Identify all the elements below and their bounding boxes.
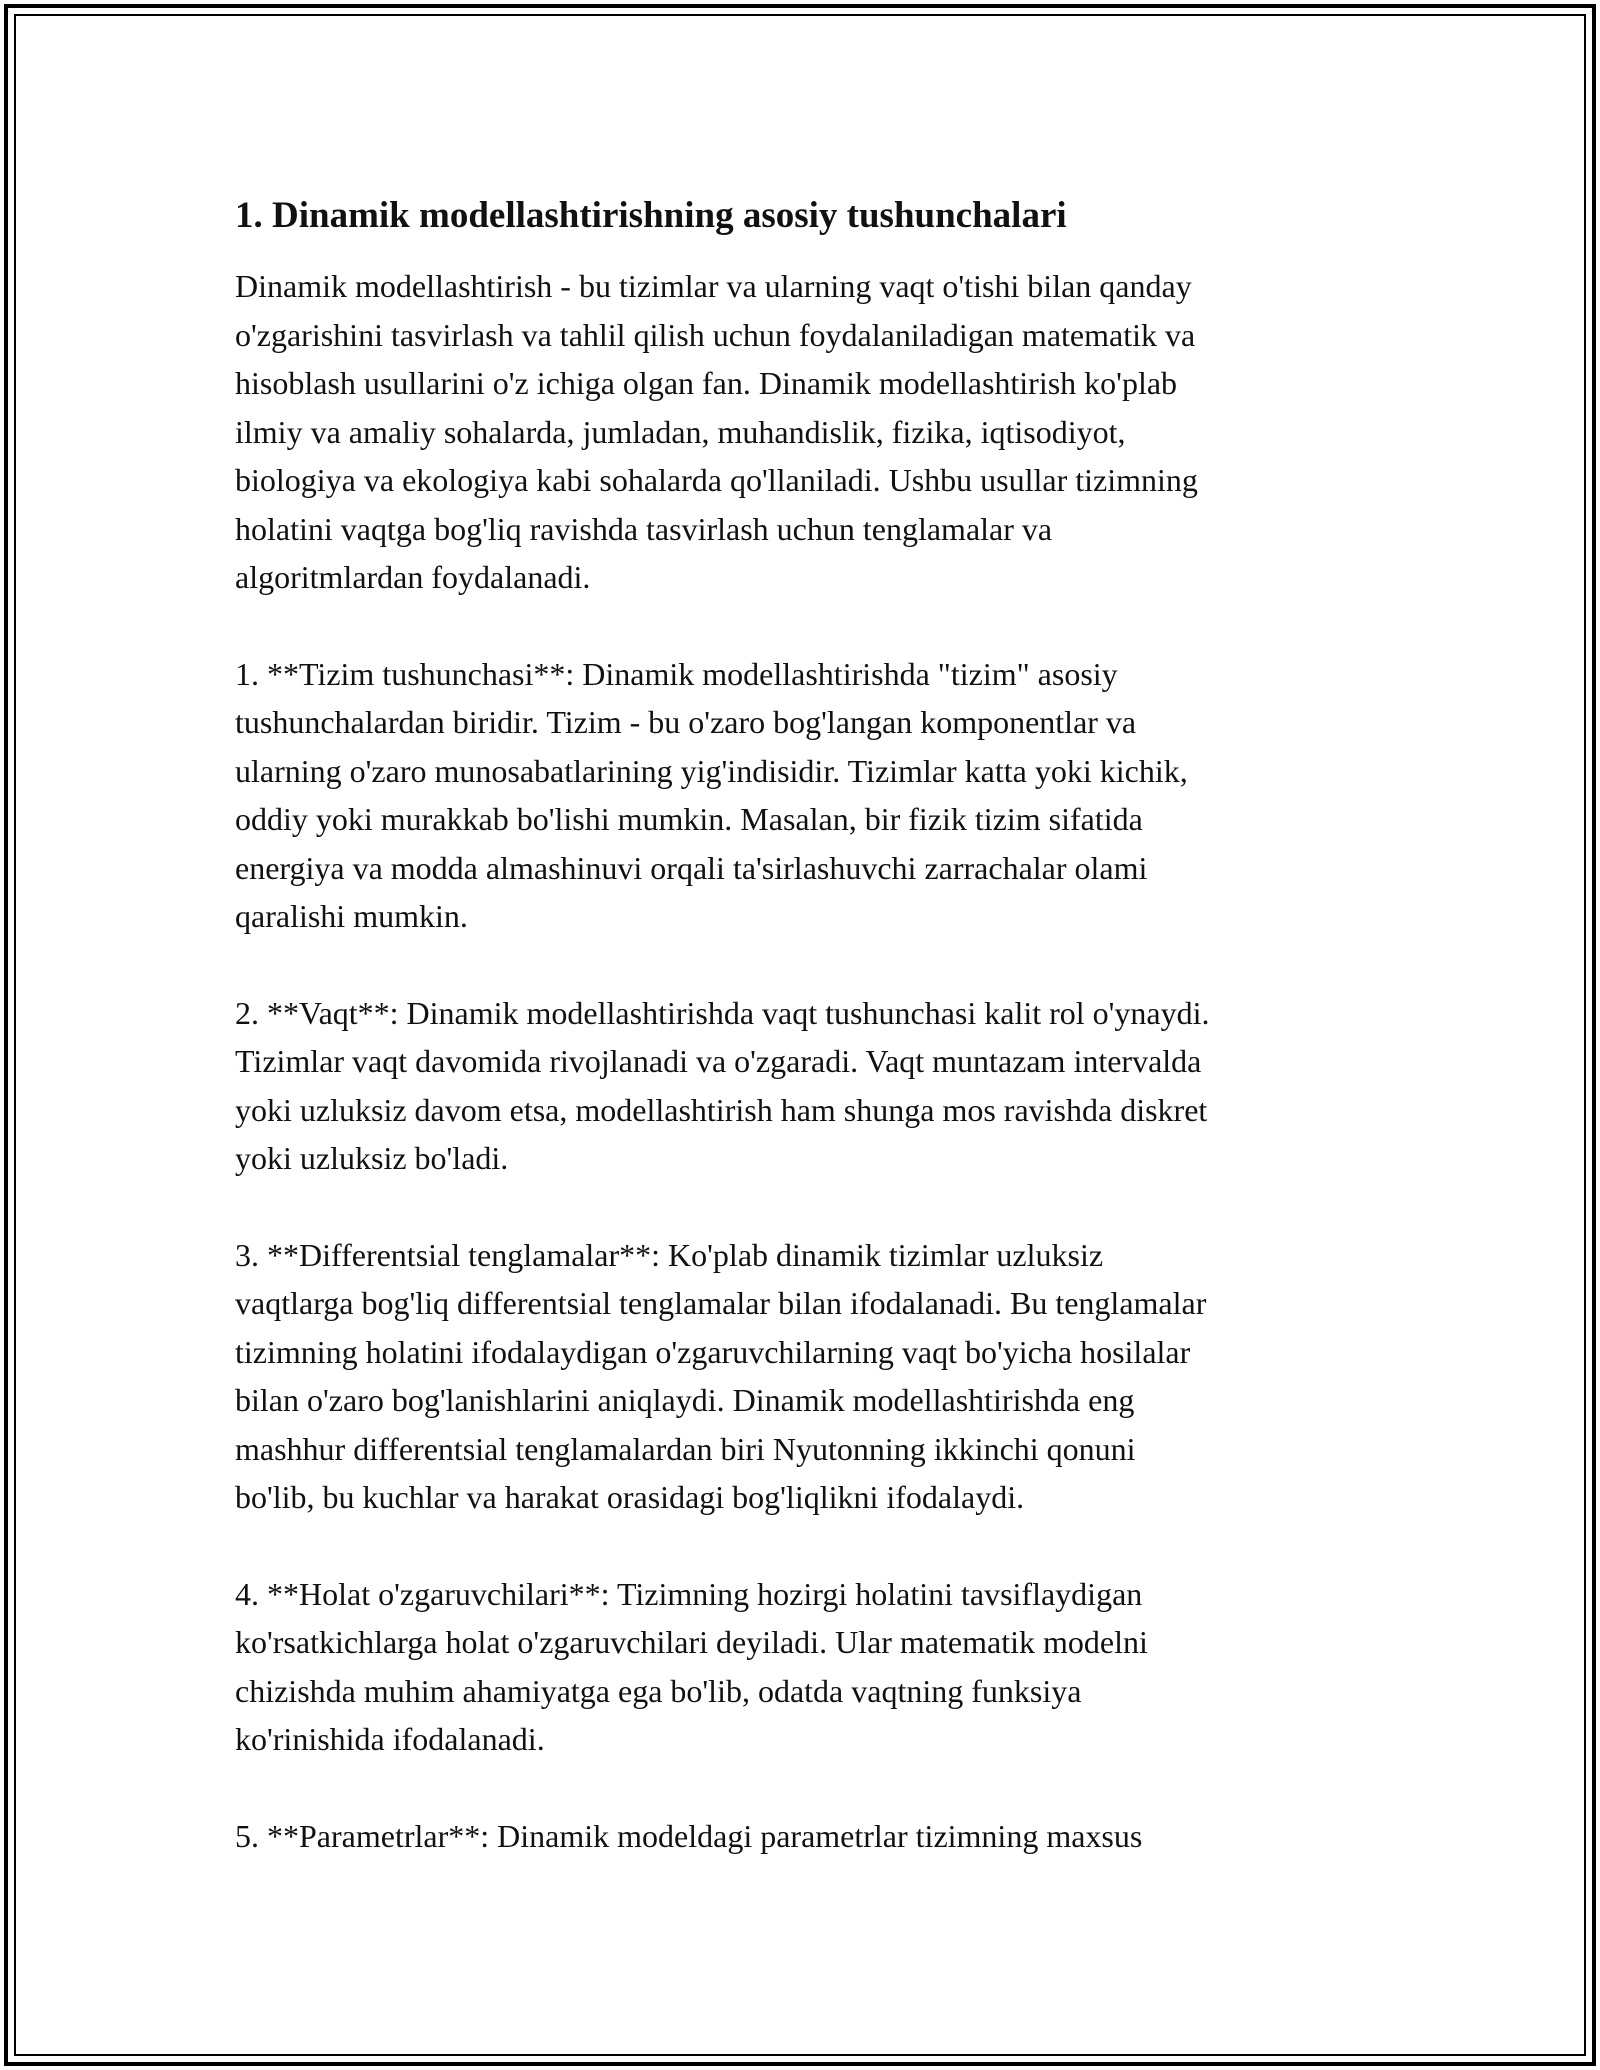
text-line: bilan o'zaro bog'lanishlarini aniqlaydi. Dinamik modellashtirishda eng bbox=[235, 1382, 1135, 1418]
text-line: tizimning holatini ifodalaydigan o'zgaruvchilarning vaqt bo'yicha hosilalar bbox=[235, 1333, 1191, 1370]
text-line: bo'lib, bu kuchlar va harakat orasidagi bog'liqlikni ifodalaydi. bbox=[235, 1479, 1025, 1515]
text-line: ko'rsatkichlarga holat o'zgaruvchilari deyiladi. Ular matematik modelni bbox=[235, 1624, 1148, 1660]
paragraph-parameters bbox=[235, 1812, 1385, 1861]
paragraph-differential-equations bbox=[235, 1231, 1385, 1522]
text-line: algoritmlardan foydalanadi. bbox=[235, 559, 591, 595]
text-line: mashhur differentsial tenglamalardan biri Nyutonning ikkinchi qonuni bbox=[235, 1430, 1136, 1467]
text-line: oddiy yoki murakkab bo'lishi mumkin. Masalan, bir fizik tizim sifatida bbox=[235, 801, 1143, 837]
paragraph-state-variables bbox=[235, 1570, 1385, 1764]
text-line: tushunchalardan biridir. Tizim - bu o'zaro bog'langan komponentlar va bbox=[235, 704, 1137, 740]
text-line: chizishda muhim ahamiyatga ega bo'lib, odatda vaqtning funksiya bbox=[235, 1672, 1082, 1709]
text-line: 1. **Tizim tushunchasi**: Dinamik modellashtirishda "tizim" asosiy bbox=[235, 655, 1118, 692]
text-line: o'zgarishini tasvirlash va tahlil qilish uchun foydalaniladigan matematik va bbox=[235, 316, 1196, 353]
text-line: hisoblash usullarini o'z ichiga olgan fan. Dinamik modellashtirish ko'plab bbox=[235, 365, 1178, 401]
text-line: 2. **Vaqt**: Dinamik modellashtirishda vaqt tushunchasi kalit rol o'ynaydi. bbox=[235, 994, 1210, 1031]
text-line: qaralishi mumkin. bbox=[235, 898, 468, 934]
text-line: biologiya va ekologiya kabi sohalarda qo'llaniladi. Ushbu usullar tizimning bbox=[235, 462, 1198, 498]
text-line: energiya va modda almashinuvi orqali ta'sirlashuvchi zarrachalar olami bbox=[235, 849, 1148, 886]
text-line: 5. **Parametrlar**: Dinamik modeldagi parametrlar tizimning maxsus bbox=[235, 1817, 1143, 1854]
text-line: yoki uzluksiz davom etsa, modellashtirish ham shunga mos ravishda diskret bbox=[235, 1091, 1208, 1128]
document-body bbox=[235, 180, 1385, 1908]
text-line: Tizimlar vaqt davomida rivojlanadi va o'zgaradi. Vaqt muntazam intervalda bbox=[235, 1043, 1202, 1079]
text-line: Dinamik modellashtirish - bu tizimlar va ularning vaqt o'tishi bilan qanday bbox=[235, 268, 1192, 304]
text-line: vaqtlarga bog'liq differentsial tenglamalar bilan ifodalanadi. Bu tenglamalar bbox=[235, 1285, 1207, 1321]
text-line: 3. **Differentsial tenglamalar**: Ko'plab dinamik tizimlar uzluksiz bbox=[235, 1236, 1104, 1273]
section-heading: 1. Dinamik modellashtirishning asosiy tushunchalari bbox=[235, 195, 1067, 236]
text-line: 4. **Holat o'zgaruvchilari**: Tizimning hozirgi holatini tavsiflaydigan bbox=[235, 1575, 1143, 1612]
text-line: holatini vaqtga bog'liq ravishda tasvirlash uchun tenglamalar va bbox=[235, 510, 1053, 547]
text-line: yoki uzluksiz bo'ladi. bbox=[235, 1140, 509, 1176]
text-line: ilmiy va amaliy sohalarda, jumladan, muhandislik, fizika, iqtisodiyot, bbox=[235, 413, 1126, 450]
text-line: ko'rinishida ifodalanadi. bbox=[235, 1721, 545, 1757]
paragraph-system-concept bbox=[235, 650, 1385, 941]
text-line: ularning o'zaro munosabatlarining yig'indisidir. Tizimlar katta yoki kichik, bbox=[235, 752, 1188, 789]
paragraph-time bbox=[235, 989, 1385, 1183]
intro-paragraph bbox=[235, 262, 1385, 602]
